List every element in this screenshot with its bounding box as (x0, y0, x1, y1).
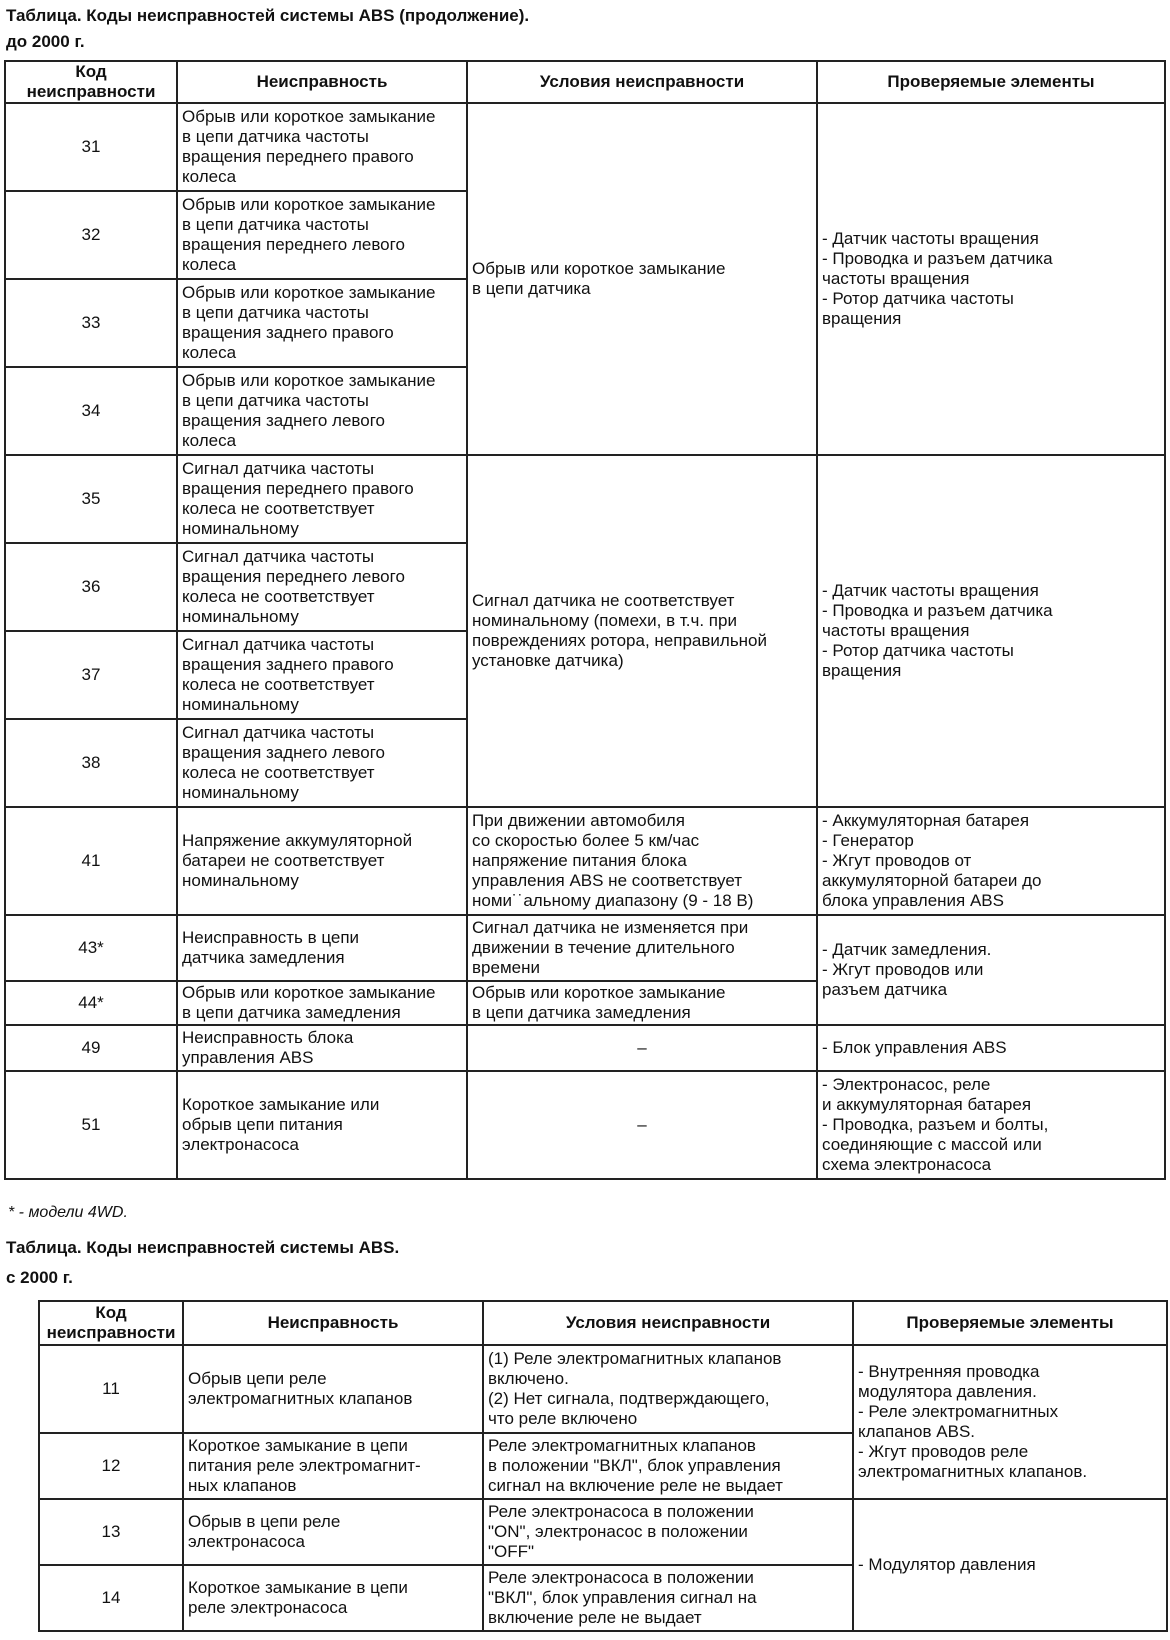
code-cell: 12 (39, 1433, 183, 1499)
code-cell: 31 (5, 103, 177, 191)
condition-cell: Реле электронасоса в положении "ВКЛ", блок управления сигнал на включение реле не выдает (483, 1565, 853, 1631)
fault-cell: Обрыв или короткое замыкание в цепи датчика замедления (177, 981, 467, 1025)
table-row (39, 1345, 1167, 1433)
condition-cell: – (467, 1071, 817, 1179)
fault-codes-table-from-2000 (38, 1300, 1168, 1632)
code-cell: 43* (5, 915, 177, 981)
fault-cell: Короткое замыкание или обрыв цепи питания электронасоса (177, 1071, 467, 1179)
code-cell: 44* (5, 981, 177, 1025)
fault-cell: Неисправность блока управления ABS (177, 1025, 467, 1071)
condition-cell: Обрыв или короткое замыкание в цепи датчика замедления (467, 981, 817, 1025)
table-header-row (5, 61, 1165, 103)
fault-cell: Обрыв или короткое замыкание в цепи датчика частоты вращения заднего левого колеса (177, 367, 467, 455)
table-row (5, 915, 1165, 981)
footnote: * - модели 4WD. (8, 1204, 128, 1221)
fault-cell: Напряжение аккумуляторной батареи не соответствует номинальному (177, 807, 467, 915)
condition-cell: Реле электронасоса в положении "ON", электронасос в положении "OFF" (483, 1499, 853, 1565)
code-cell: 14 (39, 1565, 183, 1631)
fault-cell: Обрыв или короткое замыкание в цепи датчика частоты вращения заднего правого колеса (177, 279, 467, 367)
table1-subtitle: до 2000 г. (6, 32, 85, 51)
fault-cell: Сигнал датчика частоты вращения заднего правого колеса не соответствует номинальному (177, 631, 467, 719)
condition-cell: – (467, 1025, 817, 1071)
check-cell: - Внутренняя проводка модулятора давления. - Реле электромагнитных клапанов ABS. - Жгут проводов реле электромагнитных клапанов. (853, 1345, 1167, 1499)
table-row (5, 807, 1165, 915)
fault-codes-table-before-2000 (4, 60, 1166, 1180)
check-cell: - Блок управления ABS (817, 1025, 1165, 1071)
fault-cell: Короткое замыкание в цепи реле электронасоса (183, 1565, 483, 1631)
table-row (5, 455, 1165, 543)
header-fault: Неисправность (183, 1301, 483, 1345)
code-cell: 41 (5, 807, 177, 915)
header-checks: Проверяемые элементы (853, 1301, 1167, 1345)
condition-cell: При движении автомобиля со скоростью более 5 км/час напряжение питания блока управления ABS не соответствует номи˙˙альному диапазону (9 - 18 В) (467, 807, 817, 915)
code-cell: 38 (5, 719, 177, 807)
code-cell: 34 (5, 367, 177, 455)
table-header-row (39, 1301, 1167, 1345)
code-cell: 37 (5, 631, 177, 719)
header-conditions: Условия неисправности (483, 1301, 853, 1345)
table-row (39, 1499, 1167, 1565)
condition-cell: Сигнал датчика не соответствует номинальному (помехи, в т.ч. при повреждениях ротора, неправильной установке датчика) (467, 455, 817, 807)
check-cell: - Модулятор давления (853, 1499, 1167, 1631)
check-cell: - Датчик замедления. - Жгут проводов или разъем датчика (817, 915, 1165, 1025)
fault-cell: Обрыв в цепи реле электронасоса (183, 1499, 483, 1565)
code-cell: 13 (39, 1499, 183, 1565)
code-cell: 32 (5, 191, 177, 279)
header-code: Код неисправности (39, 1301, 183, 1345)
check-cell: - Аккумуляторная батарея - Генератор - Жгут проводов от аккумуляторной батареи до блока управления ABS (817, 807, 1165, 915)
table-row (5, 103, 1165, 191)
code-cell: 35 (5, 455, 177, 543)
fault-cell: Обрыв цепи реле электромагнитных клапанов (183, 1345, 483, 1433)
header-checks: Проверяемые элементы (817, 61, 1165, 103)
condition-cell: Реле электромагнитных клапанов в положении "ВКЛ", блок управления сигнал на включение реле не выдает (483, 1433, 853, 1499)
fault-cell: Короткое замыкание в цепи питания реле электромагнит- ных клапанов (183, 1433, 483, 1499)
condition-cell: Сигнал датчика не изменяется при движении в течение длительного времени (467, 915, 817, 981)
condition-cell: Обрыв или короткое замыкание в цепи датчика (467, 103, 817, 455)
fault-cell: Неисправность в цепи датчика замедления (177, 915, 467, 981)
code-cell: 33 (5, 279, 177, 367)
check-cell: - Датчик частоты вращения - Проводка и разъем датчика частоты вращения - Ротор датчика частоты вращения (817, 455, 1165, 807)
condition-cell: (1) Реле электромагнитных клапанов включено. (2) Нет сигнала, подтверждающего, что реле включено (483, 1345, 853, 1433)
check-cell: - Электронасос, реле и аккумуляторная батарея - Проводка, разъем и болты, соединяющие с массой или схема электронасоса (817, 1071, 1165, 1179)
code-cell: 51 (5, 1071, 177, 1179)
fault-cell: Обрыв или короткое замыкание в цепи датчика частоты вращения переднего правого колеса (177, 103, 467, 191)
check-cell: - Датчик частоты вращения - Проводка и разъем датчика частоты вращения - Ротор датчика частоты вращения (817, 103, 1165, 455)
header-code: Код неисправности (5, 61, 177, 103)
table-row (5, 1025, 1165, 1071)
code-cell: 36 (5, 543, 177, 631)
header-fault: Неисправность (177, 61, 467, 103)
header-conditions: Условия неисправности (467, 61, 817, 103)
table1-title: Таблица. Коды неисправностей системы ABS (продолжение). (6, 6, 530, 25)
fault-cell: Сигнал датчика частоты вращения заднего левого колеса не соответствует номинальному (177, 719, 467, 807)
fault-cell: Обрыв или короткое замыкание в цепи датчика частоты вращения переднего левого колеса (177, 191, 467, 279)
fault-cell: Сигнал датчика частоты вращения переднего левого колеса не соответствует номинальному (177, 543, 467, 631)
code-cell: 49 (5, 1025, 177, 1071)
code-cell: 11 (39, 1345, 183, 1433)
fault-cell: Сигнал датчика частоты вращения переднего правого колеса не соответствует номинальному (177, 455, 467, 543)
table2-subtitle: с 2000 г. (6, 1268, 73, 1287)
table-row (5, 1071, 1165, 1179)
table2-title: Таблица. Коды неисправностей системы ABS. (6, 1238, 400, 1257)
